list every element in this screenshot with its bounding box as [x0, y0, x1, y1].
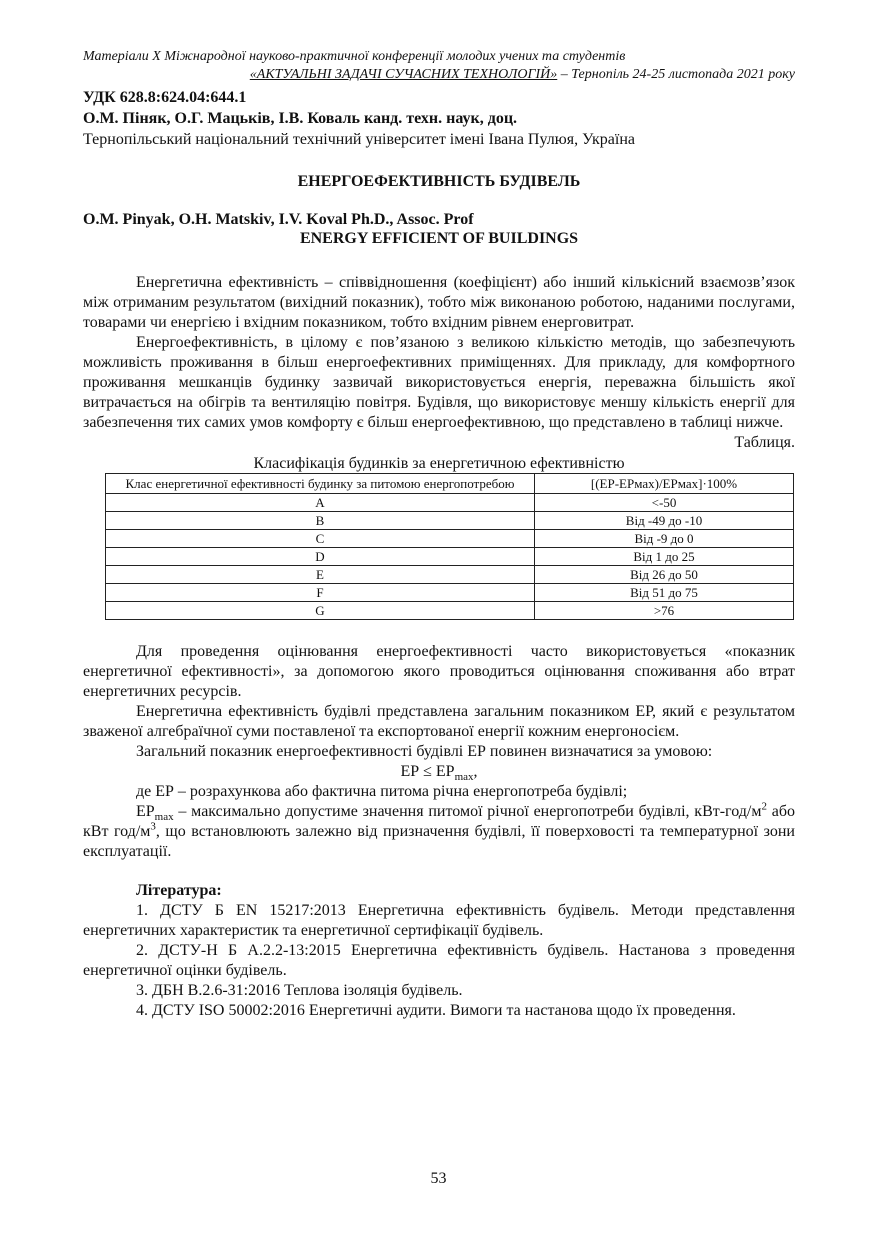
- table-cell: Від 26 до 50: [535, 566, 794, 584]
- conference-name: «АКТУАЛЬНІ ЗАДАЧІ СУЧАСНИХ ТЕХНОЛОГІЙ»: [249, 67, 558, 82]
- table-row: [106, 584, 794, 602]
- reference-item: 3. ДБН В.2.6-31:2016 Теплова ізоляція будівель.: [136, 982, 463, 999]
- table-cell: A: [106, 494, 535, 512]
- table-header-cell: [(ЕР-ЕРмах)/ЕРмах]·100%: [535, 474, 794, 494]
- table-cell: Від -9 до 0: [535, 530, 794, 548]
- paragraph: Енергетична ефективність – співвідношення (коефіцієнт) або інший кількісний взаємозв’язок між отриманим результатом (вихідний показник), тобто між виконаною роботою, наданими послугами, товарами чи енергією і вхідним показником, тобто вхідним рівнем енерговитрат.: [83, 274, 795, 331]
- definition-epmax: $ЕР_{max}$ – максимально допустиме значення питомої річної енергопотреби будівлі, кВт-$год/м^2$ або кВт год/$м^3$, що встановлюють залежно від призначення будівлі, її поверховості та температурної зони експлуатації.: [83, 800, 796, 860]
- conference-header-line1: Матеріали X Міжнародної науково-практичної конференції молодих учених та студентів: [83, 49, 626, 64]
- table-cell: Від -49 до -10: [535, 512, 794, 530]
- literature-heading: Література:: [136, 882, 222, 899]
- formula: ЕР ≤ $ЕР_{max}$,: [400, 763, 478, 784]
- reference-item: 1. ДСТУ Б EN 15217:2013 Енергетична ефективність будівель. Методи представлення енергетичних характеристик та енергетичної сертифікації будівель.: [83, 902, 795, 939]
- table-label: Таблиця.: [734, 434, 795, 451]
- paragraph: Для проведення оцінювання енергоефективності часто використовується «показник енергетичної ефективності», за допомогою якого проводиться оцінювання споживання або втрат енергетичних ресурсів.: [83, 643, 795, 700]
- paragraph: Загальний показник енергоефективності будівлі ЕР повинен визначатися за умовою:: [136, 743, 713, 760]
- authors-en: O.M. Pinyak, O.H. Matskiv, I.V. Koval Ph.D., Assoc. Prof: [83, 211, 474, 228]
- table-row: [106, 602, 794, 620]
- definition-ep: де ЕР – розрахункова або фактична питома річна енергопотреба будівлі;: [136, 783, 628, 800]
- table-header-row: [106, 474, 794, 494]
- paragraph: Енергетична ефективність будівлі представлена загальним показником ЕР, який є результатом зваженої алгебраїчної суми поставленої та експортованої енергії кожним енергоносієм.: [83, 703, 795, 740]
- table-row: [106, 566, 794, 584]
- udc-code: УДК 628.8:624.04:644.1: [83, 89, 247, 106]
- table-row: [106, 530, 794, 548]
- reference-item: 2. ДСТУ-Н Б А.2.2-13:2015 Енергетична ефективність будівель. Настанова з проведення енергетичної оцінки будівель.: [83, 942, 795, 979]
- table-row: [106, 494, 794, 512]
- table-cell: <-50: [535, 494, 794, 512]
- table-row: [106, 512, 794, 530]
- conference-header: [83, 48, 795, 84]
- classification-table: [105, 473, 794, 620]
- table-header-cell: Клас енергетичної ефективності будинку за питомою енергопотребою: [106, 474, 535, 494]
- table-caption: Класифікація будинків за енергетичною ефективністю: [253, 455, 625, 472]
- table-cell: E: [106, 566, 535, 584]
- affiliation: Тернопільський національний технічний університет імені Івана Пулюя, Україна: [83, 131, 635, 148]
- table-cell: Від 51 до 75: [535, 584, 794, 602]
- paper-page: [83, 48, 795, 1021]
- paragraph: Енергоефективність, в цілому є пов’язаною з великою кількістю методів, що забезпечують можливість проживання в більш енергоефективних приміщеннях. Для прикладу, для комфортного проживання мешканців будинку зазвичай використовується енергія, переважна більшість якої витрачається на обігрів та вентиляцію повітря. Будівля, що використовує меншу кількість енергії для забезпечення тих самих умов комфорту є більш енергоефективною, що представлено в таблиці нижче.: [83, 334, 795, 431]
- table-cell: B: [106, 512, 535, 530]
- reference-item: 4. ДСТУ ISO 50002:2016 Енергетичні аудити. Вимоги та настанова щодо їх проведення.: [136, 1002, 736, 1019]
- table-cell: G: [106, 602, 535, 620]
- conference-date: – Тернопіль 24-25 листопада 2021 року: [557, 67, 795, 82]
- table-row: [106, 548, 794, 566]
- table-cell: Від 1 до 25: [535, 548, 794, 566]
- page-number: 53: [430, 1170, 447, 1187]
- table-cell: C: [106, 530, 535, 548]
- table-cell: F: [106, 584, 535, 602]
- conference-header-line2: [83, 66, 795, 84]
- title-uk: ЕНЕРГОЕФЕКТИВНІСТЬ БУДІВЕЛЬ: [297, 173, 581, 190]
- table-cell: D: [106, 548, 535, 566]
- title-en: ENERGY EFFICIENT OF BUILDINGS: [299, 230, 579, 247]
- authors-uk: О.М. Піняк, О.Г. Мацьків, І.В. Коваль канд. техн. наук, доц.: [83, 110, 518, 127]
- table-cell: >76: [535, 602, 794, 620]
